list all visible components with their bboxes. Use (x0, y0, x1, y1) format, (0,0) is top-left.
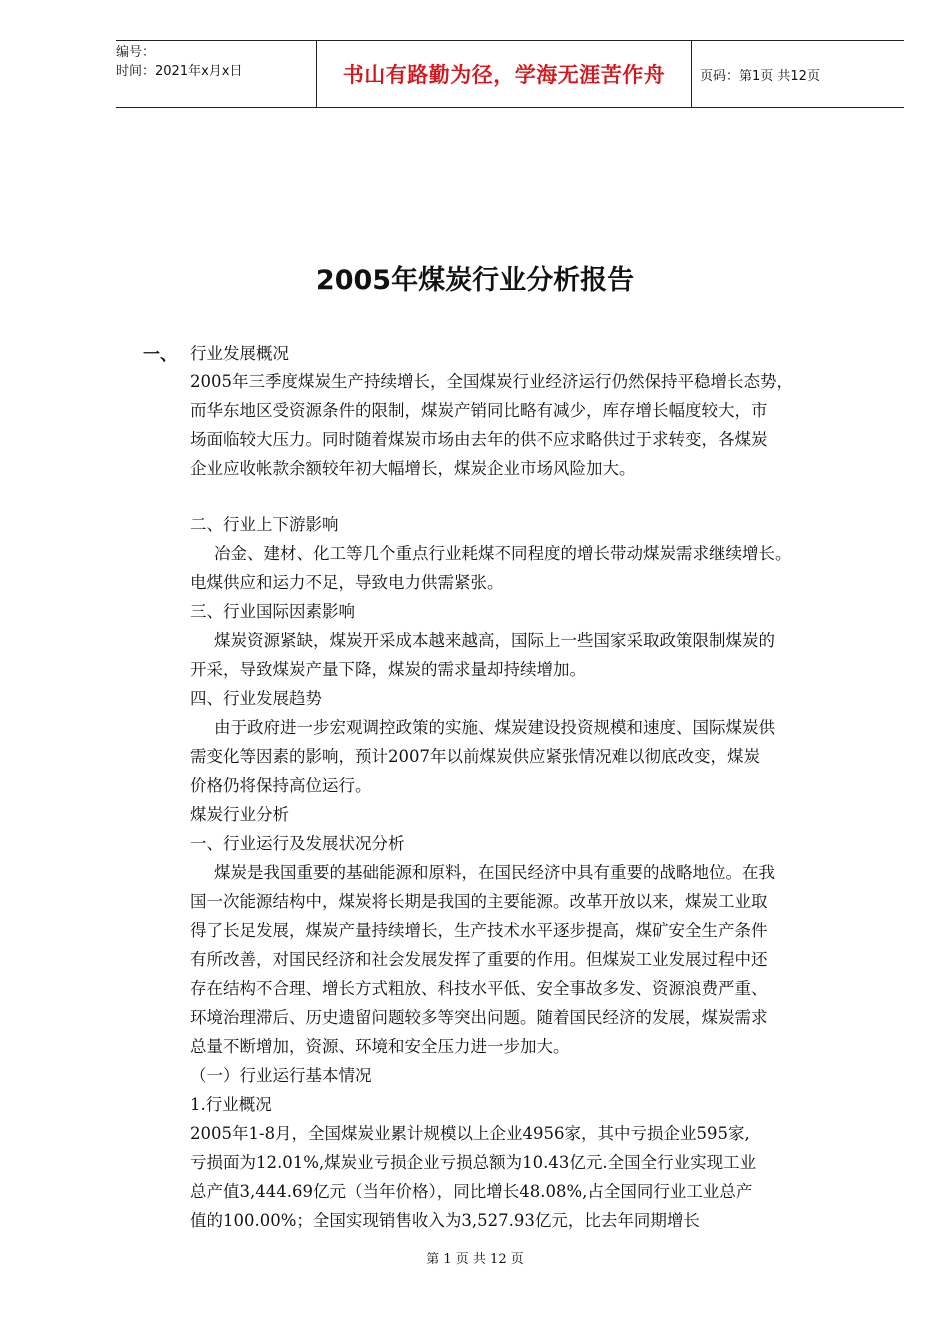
page-header (116, 40, 904, 108)
paragraph-line: 得了长足发展，煤炭产量持续增长，生产技术水平逐步提高，煤矿安全生产条件 (190, 921, 768, 940)
header-page-number: 页码：第1页 共12页 (700, 68, 820, 84)
paragraph-line: 国一次能源结构中，煤炭将长期是我国的主要能源。改革开放以来，煤炭工业取 (190, 892, 768, 911)
section-1-heading: 行业发展概况 (190, 344, 289, 363)
paragraph-line: 而华东地区受资源条件的限制，煤炭产销同比略有减少，库存增长幅度较大，市 (190, 401, 768, 420)
paragraph-line: 价格仍将保持高位运行。 (190, 776, 372, 795)
paragraph-line: 存在结构不合理、增长方式粗放、科技水平低、安全事故多发、资源浪费严重、 (190, 979, 768, 998)
paragraph-line: 需变化等因素的影响，预计2007年以前煤炭供应紧张情况难以彻底改变，煤炭 (190, 747, 760, 766)
subsection-heading: （一）行业运行基本情况 (190, 1066, 372, 1085)
paragraph-line: 总量不断增加，资源、环境和安全压力进一步加大。 (190, 1037, 570, 1056)
header-page-cell (692, 41, 912, 107)
paragraph-line: 值的100.00%；全国实现销售收入为3,527.93亿元，比去年同期增长 (190, 1211, 700, 1230)
paragraph-line: 冶金、建材、化工等几个重点行业耗煤不同程度的增长带动煤炭需求继续增长。 (214, 544, 792, 563)
subsection-heading: 1.行业概况 (190, 1095, 272, 1114)
header-meta (116, 41, 316, 109)
header-time: 时间：2021年x月x日 (116, 64, 243, 79)
paragraph-line: 2005年三季度煤炭生产持续增长，全国煤炭行业经济运行仍然保持平稳增长态势， (190, 372, 793, 391)
section-2-heading: 二、行业上下游影响 (190, 515, 339, 534)
paragraph-line: 电煤供应和运力不足，导致电力供需紧张。 (190, 573, 504, 592)
paragraph-line: 开采，导致煤炭产量下降，煤炭的需求量却持续增加。 (190, 660, 586, 679)
page-footer: 第 1 页 共 12 页 (426, 1252, 524, 1267)
header-motto-cell (316, 41, 692, 107)
paragraph-line: 煤炭资源紧缺，煤炭开采成本越来越高，国际上一些国家采取政策限制煤炭的 (214, 631, 775, 650)
section-3-heading: 三、行业国际因素影响 (190, 602, 355, 621)
section-4-heading: 四、行业发展趋势 (190, 689, 322, 708)
header-number: 编号： (116, 45, 156, 60)
analysis-section-1-heading: 一、行业运行及发展状况分析 (190, 834, 405, 853)
paragraph-line: 由于政府进一步宏观调控政策的实施、煤炭建设投资规模和速度、国际煤炭供 (214, 718, 775, 737)
paragraph-line: 有所改善，对国民经济和社会发展发挥了重要的作用。但煤炭工业发展过程中还 (190, 950, 768, 969)
paragraph-line: 场面临较大压力。同时随着煤炭市场由去年的供不应求略供过于求转变，各煤炭 (190, 430, 768, 449)
paragraph-line: 亏损面为12.01%,煤炭业亏损企业亏损总额为10.43亿元.全国全行业实现工业 (190, 1153, 757, 1172)
document-title: 2005年煤炭行业分析报告 (315, 265, 635, 296)
subtitle-coal-analysis: 煤炭行业分析 (190, 805, 289, 824)
paragraph-line: 煤炭是我国重要的基础能源和原料，在国民经济中具有重要的战略地位。在我 (214, 863, 775, 882)
paragraph-line: 总产值3,444.69亿元（当年价格），同比增长48.08%,占全国同行业工业总产 (190, 1182, 753, 1201)
paragraph-line: 环境治理滞后、历史遗留问题较多等突出问题。随着国民经济的发展，煤炭需求 (190, 1008, 768, 1027)
paragraph-line: 2005年1-8月，全国煤炭业累计规模以上企业4956家，其中亏损企业595家, (190, 1124, 750, 1143)
paragraph-line: 企业应收帐款余额较年初大幅增长，煤炭企业市场风险加大。 (190, 459, 636, 478)
header-motto: 书山有路勤为径，学海无涯苦作舟 (342, 62, 666, 87)
section-1-marker: 一、 (143, 345, 177, 365)
